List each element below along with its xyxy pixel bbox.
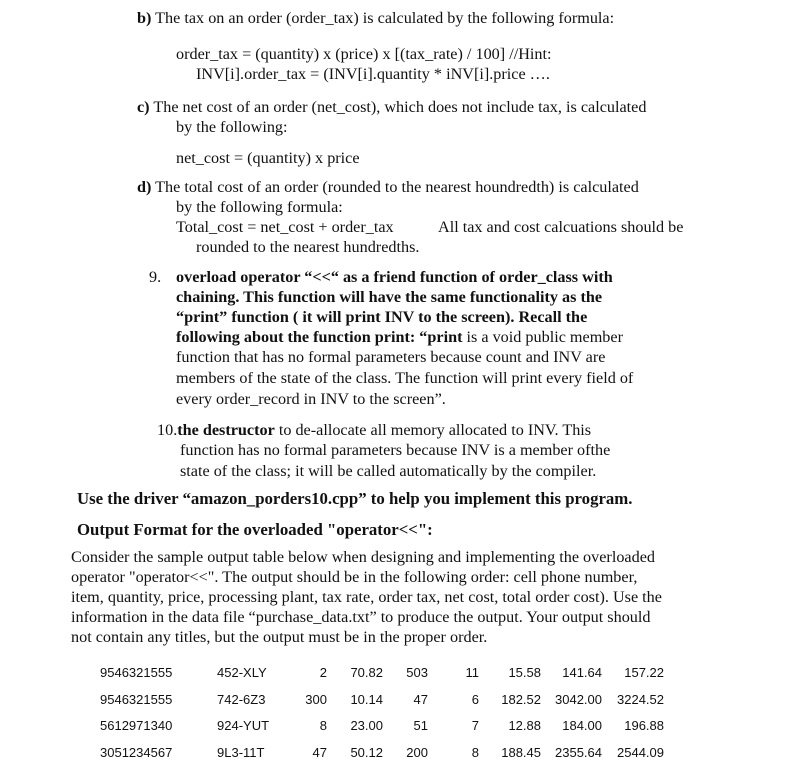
cell-order-tax: 15.58	[479, 660, 541, 687]
section-d-intro-line2: by the following formula:	[176, 197, 343, 217]
cell-plant: 47	[383, 687, 428, 714]
section-c-text: The net cost of an order (net_cost), which does not include tax, is calculated	[150, 98, 647, 116]
section-c-intro	[137, 97, 646, 117]
paragraph-line-5: not contain any titles, but the output must be in the proper order.	[71, 627, 487, 647]
cell-order-tax: 182.52	[479, 687, 541, 714]
section-b-label: b)	[137, 9, 151, 27]
cell-plant: 503	[383, 660, 428, 687]
cell-quantity: 8	[301, 713, 327, 740]
cell-tax-rate: 7	[428, 713, 479, 740]
item10-line3: state of the class; it will be called automatically by the compiler.	[180, 461, 596, 481]
cell-price: 10.14	[327, 687, 383, 714]
paragraph-line-1: Consider the sample output table below when designing and implementing the overloaded	[71, 547, 655, 567]
cell-tax-rate: 8	[428, 740, 479, 766]
cell-total-cost: 2544.09	[602, 740, 664, 766]
cell-item: 9L3-11T	[217, 740, 301, 766]
item10-bold: the destructor	[177, 421, 275, 439]
cell-phone: 5612971340	[100, 713, 217, 740]
cell-net-cost: 184.00	[541, 713, 602, 740]
item10-line1	[157, 420, 591, 440]
section-b-formula-line2: INV[i].order_tax = (INV[i].quantity * iNV[i].price ….	[196, 64, 550, 84]
section-c-label: c)	[137, 98, 150, 116]
cell-plant: 51	[383, 713, 428, 740]
paragraph-line-4: information in the data file “purchase_data.txt” to produce the output. Your output should	[71, 607, 650, 627]
driver-heading: Use the driver “amazon_porders10.cpp” to help you implement this program.	[77, 489, 632, 509]
item10-line1-rest: to de-allocate all memory allocated to INV. This	[275, 421, 591, 439]
section-b-intro	[137, 8, 614, 28]
cell-order-tax: 188.45	[479, 740, 541, 766]
cell-item: 452-XLY	[217, 660, 301, 687]
section-c-intro-line2: by the following:	[176, 117, 288, 137]
cell-net-cost: 3042.00	[541, 687, 602, 714]
table-row	[100, 713, 664, 740]
item9-line5: function that has no formal parameters because count and INV are	[176, 347, 605, 367]
item9-line7: every order_record in INV to the screen”.	[176, 389, 446, 409]
section-c-formula: net_cost = (quantity) x price	[176, 148, 360, 168]
item9-line2: chaining. This function will have the same functionality as the	[176, 287, 602, 307]
cell-total-cost: 3224.52	[602, 687, 664, 714]
cell-total-cost: 157.22	[602, 660, 664, 687]
item10-line2: function has no formal parameters because INV is a member ofthe	[180, 440, 610, 460]
cell-price: 50.12	[327, 740, 383, 766]
item9-line6: members of the state of the class. The function will print every field of	[176, 368, 633, 388]
cell-net-cost: 2355.64	[541, 740, 602, 766]
section-d-note: All tax and cost calcuations should be	[438, 217, 683, 237]
item9-line1: overload operator “<<“ as a friend function of order_class with	[176, 267, 613, 287]
item9-line3: “print” function ( it will print INV to the screen). Recall the	[176, 307, 587, 327]
section-d-text: The total cost of an order (rounded to the nearest houndredth) is calculated	[151, 178, 638, 196]
section-d-label: d)	[137, 178, 151, 196]
cell-item: 924-YUT	[217, 713, 301, 740]
cell-total-cost: 196.88	[602, 713, 664, 740]
section-b-text: The tax on an order (order_tax) is calculated by the following formula:	[151, 9, 614, 27]
cell-phone: 3051234567	[100, 740, 217, 766]
cell-quantity: 47	[301, 740, 327, 766]
cell-tax-rate: 11	[428, 660, 479, 687]
cell-quantity: 2	[301, 660, 327, 687]
cell-net-cost: 141.64	[541, 660, 602, 687]
section-d-note-line2: rounded to the nearest hundredths.	[196, 237, 419, 257]
paragraph-line-2: operator "operator<<". The output should be in the following order: cell phone number,	[71, 567, 637, 587]
cell-tax-rate: 6	[428, 687, 479, 714]
item9-line4-bold: following about the function print: “print	[176, 328, 462, 346]
cell-phone: 9546321555	[100, 660, 217, 687]
section-d-formula: Total_cost = net_cost + order_tax	[176, 217, 394, 237]
sample-output-table	[100, 660, 664, 766]
output-format-heading: Output Format for the overloaded "operator<<":	[77, 520, 433, 540]
section-d-intro	[137, 177, 639, 197]
cell-price: 70.82	[327, 660, 383, 687]
section-b-formula-line1: order_tax = (quantity) x (price) x [(tax_rate) / 100] //Hint:	[176, 44, 551, 64]
paragraph-line-3: item, quantity, price, processing plant, tax rate, order tax, net cost, total order cost). Use the	[71, 587, 662, 607]
cell-item: 742-6Z3	[217, 687, 301, 714]
item10-number: 10.	[157, 421, 177, 439]
table-row	[100, 687, 664, 714]
cell-quantity: 300	[301, 687, 327, 714]
item9-line4-rest: is a void public member	[462, 328, 623, 346]
item9-number: 9.	[149, 267, 161, 287]
cell-price: 23.00	[327, 713, 383, 740]
table-row	[100, 660, 664, 687]
table-row	[100, 740, 664, 766]
cell-phone: 9546321555	[100, 687, 217, 714]
cell-plant: 200	[383, 740, 428, 766]
cell-order-tax: 12.88	[479, 713, 541, 740]
item9-line4	[176, 327, 623, 347]
